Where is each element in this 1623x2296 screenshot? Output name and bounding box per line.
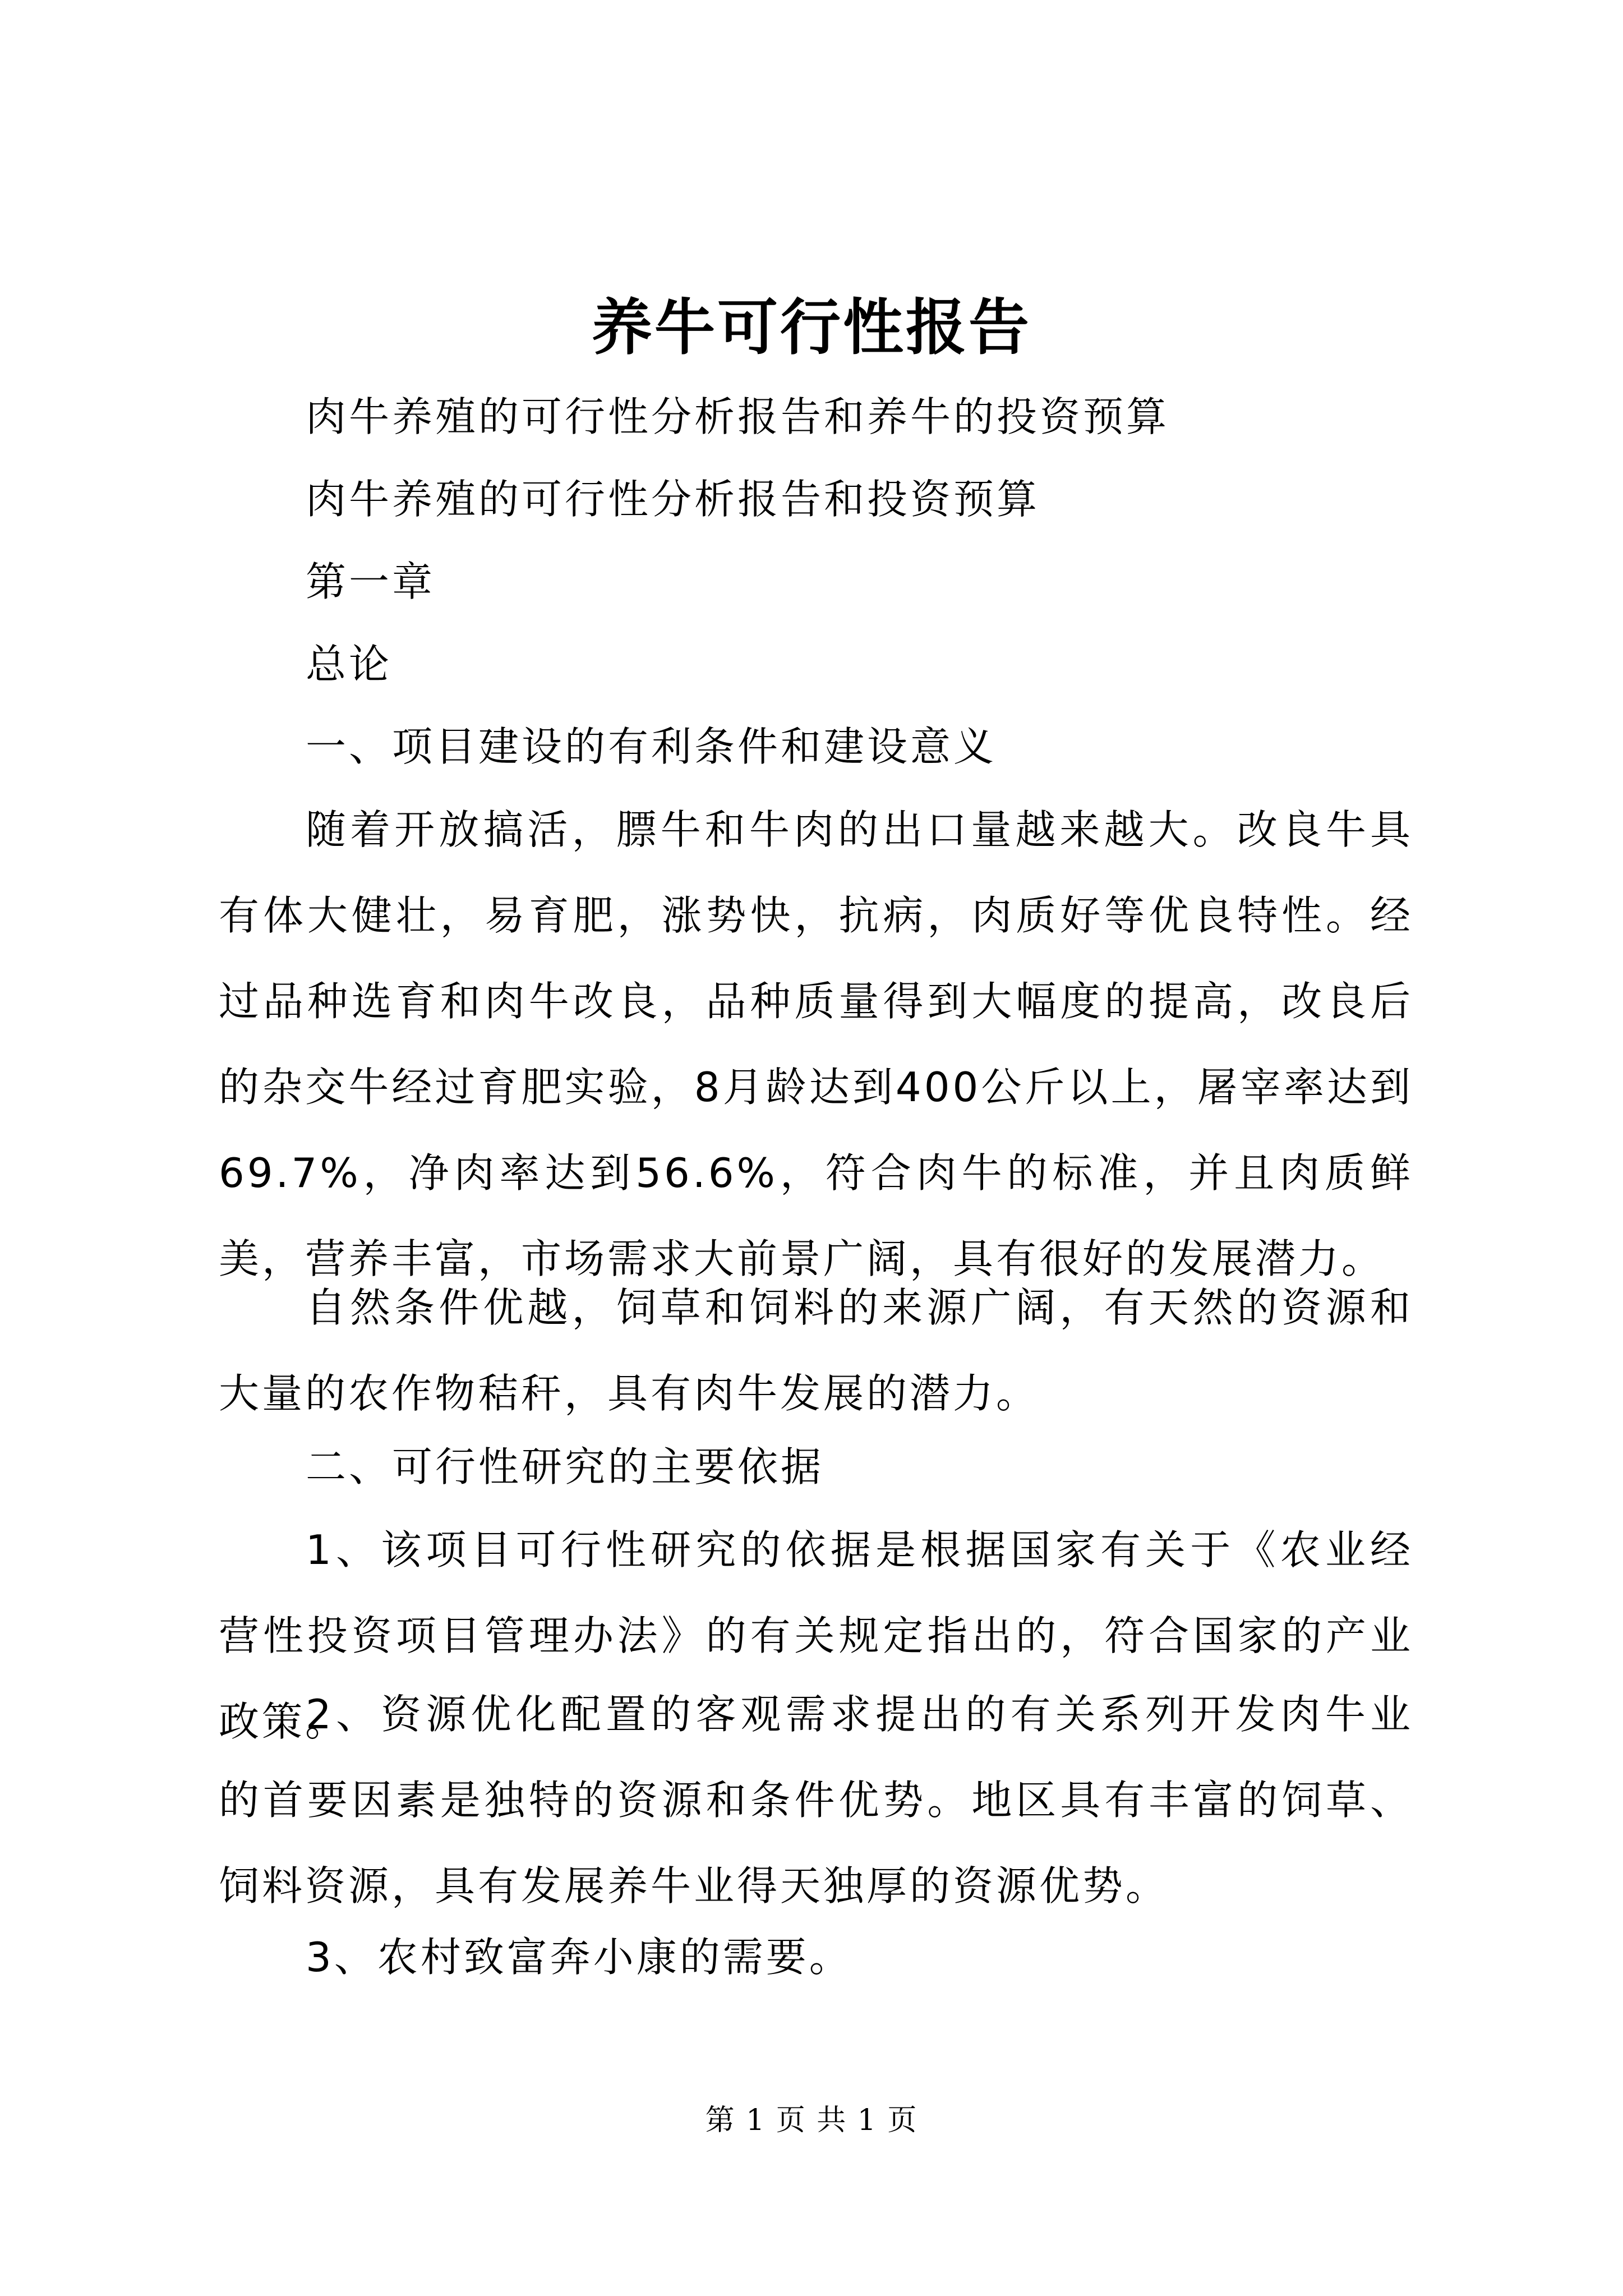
basis-item-2: 2、资源优化配置的客观需求提出的有关系列开发肉牛业的首要因素是独特的资源和条件优势。地区具有丰富的饲草、饲料资源，具有发展养牛业得天独厚的资源优势。 — [219, 1691, 1413, 1910]
chapter-number: 第一章 — [306, 558, 436, 605]
subtitle-1: 肉牛养殖的可行性分析报告和养牛的投资预算 — [306, 393, 1170, 440]
chapter-name: 总论 — [306, 641, 393, 688]
page-footer: 第 1 页 共 1 页 — [705, 2104, 918, 2137]
basis-item-3: 3、农村致富奔小康的需要。 — [306, 1934, 852, 1981]
section-1-paragraph-2: 自然条件优越，饲草和饲料的来源广阔，有天然的资源和大量的农作物秸秆，具有肉牛发展的潜力。 — [219, 1284, 1413, 1417]
section-2-heading: 二、可行性研究的主要依据 — [306, 1443, 824, 1490]
basis-item-1: 1、该项目可行性研究的依据是根据国家有关于《农业经营性投资项目管理办法》的有关规定指出的，符合国家的产业政策。 — [219, 1526, 1413, 1745]
section-1-heading: 一、项目建设的有利条件和建设意义 — [306, 723, 997, 770]
section-1-paragraph-1: 随着开放搞活，膘牛和牛肉的出口量越来越大。改良牛具有体大健壮，易育肥，涨势快，抗病，肉质好等优良特性。经过品种选育和肉牛改良，品种质量得到大幅度的提高，改良后的杂交牛经过育肥实验，8月龄达到400公斤以上，屠宰率达到69.7%，净肉率达到56.6%，符合肉牛的标准，并且肉质鲜美，营养丰富，市场需求大前景广阔，具有很好的发展潜力。 — [219, 806, 1413, 1282]
document-title: 养牛可行性报告 — [591, 293, 1031, 363]
subtitle-2: 肉牛养殖的可行性分析报告和投资预算 — [306, 476, 1040, 523]
